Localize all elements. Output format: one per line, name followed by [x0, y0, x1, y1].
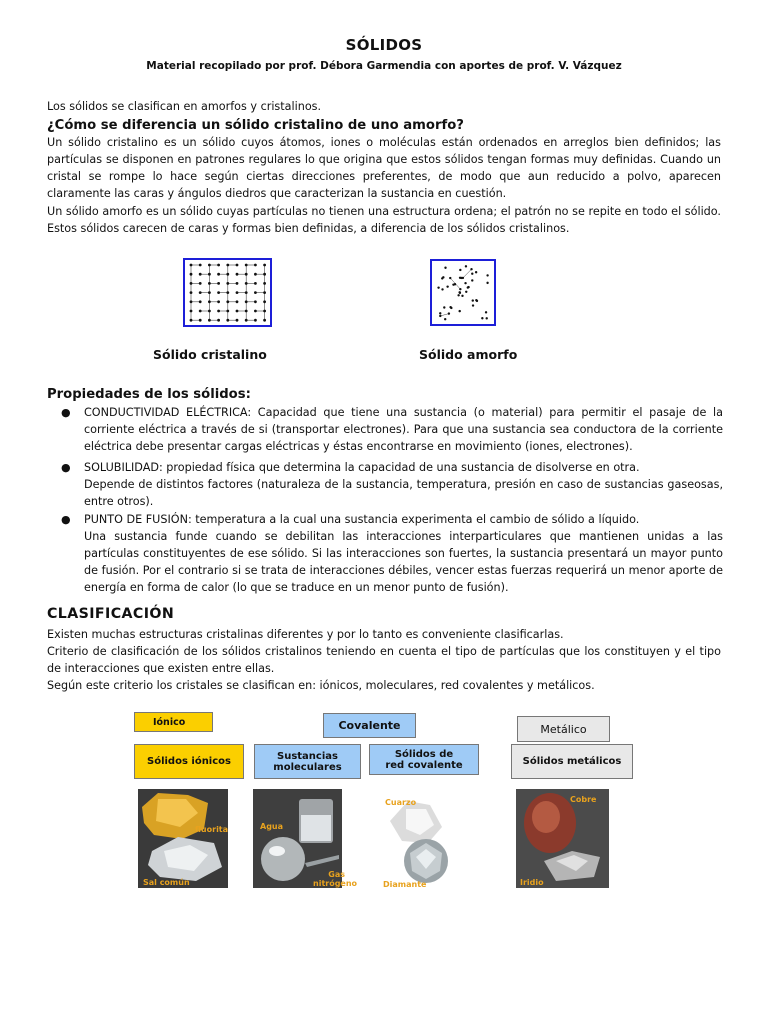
lattice-particle: [236, 273, 239, 276]
amorphous-particle: [448, 312, 450, 314]
lattice-particle: [208, 319, 211, 322]
lattice-particle: [217, 291, 220, 294]
lattice-particle: [245, 282, 248, 285]
amorphous-particle: [471, 279, 473, 281]
amorphous-particle: [461, 295, 463, 297]
lattice-particle: [236, 319, 239, 322]
covalent-category-box: Covalente: [323, 713, 416, 738]
intro-paragraph: Los sólidos se clasifican en amorfos y cristalinos.: [47, 100, 322, 113]
amorphous-definition: Un sólido amorfo es un sólido cuyas partículas no tienen una estructura ordena; el patrón no se repite en todo el sólido. Estos sólidos carecen de caras y formas bien definidas, a diferencia de los sólidos cristalinos.: [47, 205, 721, 235]
lattice-particle: [226, 319, 229, 322]
amorphous-particle: [441, 288, 443, 290]
iridium-label: Iridio: [520, 878, 544, 887]
amorphous-particle: [439, 312, 441, 314]
amorphous-particle: [457, 294, 459, 296]
lattice-particle: [199, 264, 202, 267]
lattice-particle: [226, 264, 229, 267]
amorphous-particle: [458, 310, 460, 312]
lattice-particle: [199, 291, 202, 294]
property-text: SOLUBILIDAD: propiedad física que determina la capacidad de una sustancia de disolverse en otra.: [84, 460, 640, 474]
metallic-category-box: Metálico: [517, 716, 610, 742]
amorphous-particle: [446, 285, 448, 287]
lattice-particle: [226, 310, 229, 313]
lattice-particle: [236, 282, 239, 285]
lattice-particle: [226, 291, 229, 294]
lattice-particle: [199, 273, 202, 276]
lattice-particle: [263, 264, 266, 267]
metallic-solids-box: Sólidos metálicos: [511, 744, 633, 779]
amorphous-particle: [475, 299, 477, 301]
amorphous-particle: [464, 282, 466, 284]
ionic-category-box: Iónico: [134, 712, 213, 732]
property-detail: Depende de distintos factores (naturaleza de la sustancia, temperatura, presión en caso de sustancias gaseosas, entre otros).: [84, 477, 723, 508]
property-conductivity: [47, 405, 723, 456]
properties-list: [47, 405, 723, 597]
lattice-particle: [245, 291, 248, 294]
lattice-particle: [199, 310, 202, 313]
lattice-particle: [217, 319, 220, 322]
lattice-particle: [254, 300, 257, 303]
lattice-particle: [236, 310, 239, 313]
lattice-particle: [245, 300, 248, 303]
amorphous-particle: [486, 317, 488, 319]
lattice-particle: [217, 282, 220, 285]
amorphous-structure-diagram: [430, 259, 496, 326]
lattice-particle: [245, 264, 248, 267]
lattice-particle: [236, 264, 239, 267]
bullet-icon: ●: [61, 406, 71, 419]
amorphous-particle: [459, 269, 461, 271]
lattice-particle: [226, 300, 229, 303]
lattice-particle: [245, 319, 248, 322]
lattice-particle: [190, 300, 193, 303]
amorphous-particle: [444, 267, 446, 269]
lattice-particle: [208, 300, 211, 303]
crystalline-definition: Un sólido cristalino es un sólido cuyos átomos, iones o moléculas están ordenados en arreglos bien definidos; las partículas se disponen en patrones regulares lo que origina que estos sólidos tengan formas muy definidas. Cuando un cristal se rompe lo hace según ciertas direcciones preferentes, de modo que aun reducido a polvo, aparecen claramente las caras y ángulos diedros que caracterizan la sustancia en cuestión.: [47, 136, 721, 200]
amorphous-particle: [475, 271, 477, 273]
lattice-particle: [254, 282, 257, 285]
property-melting-point: [47, 512, 723, 597]
copper-label: Cobre: [570, 795, 597, 804]
lattice-particle: [217, 300, 220, 303]
lattice-particle: [190, 291, 193, 294]
amorphous-particle: [467, 286, 469, 288]
lattice-particle: [245, 273, 248, 276]
amorphous-particle: [460, 277, 462, 279]
question-heading: ¿Cómo se diferencia un sólido cristalino de uno amorfo?: [47, 118, 464, 133]
lattice-particle: [208, 273, 211, 276]
fluorite-label: fluorita: [195, 825, 229, 834]
covalent-network-solids-box: Sólidos de red covalente: [369, 744, 479, 775]
lattice-particle: [263, 291, 266, 294]
property-text: PUNTO DE FUSIÓN: temperatura a la cual una sustancia experimenta el cambio de sólido a líquido.: [84, 513, 640, 527]
lattice-particle: [199, 319, 202, 322]
property-text: CONDUCTIVIDAD ELÉCTRICA: Capacidad que tiene una sustancia (o material) para permitir el pasaje de la corriente eléctrica a través de si (transportar electrones). Para que una sustancia sea conductora de la corriente eléctrica debe presentar cargas eléctricas y éstas encontrarse en movimiento (iones, electrones).: [84, 406, 723, 453]
amorphous-particle: [485, 311, 487, 313]
ionic-crystals-image: [138, 789, 228, 888]
property-detail: Una sustancia funde cuando se debilitan las interacciones interparticulares que mantienen unidas a las partículas constituyentes de ese sólido. Si las interacciones son fuertes, la sustancia presentará un mayor punto de fusión. Por el contrario si se trata de interacciones débiles, vencer estas fuerzas requerirá un menor aporte de energía en forma de calor (lo que se traduce en un menor punto de fusión).: [84, 530, 723, 595]
amorphous-particle: [443, 306, 445, 308]
lattice-particle: [208, 264, 211, 267]
amorphous-particle: [449, 277, 451, 279]
lattice-particle: [190, 310, 193, 313]
amorphous-particle: [486, 282, 488, 284]
bullet-icon: ●: [61, 513, 71, 527]
properties-heading: Propiedades de los sólidos:: [47, 387, 251, 402]
lattice-particle: [217, 273, 220, 276]
lattice-particle: [226, 282, 229, 285]
amorphous-particle: [465, 291, 467, 293]
amorphous-particle: [444, 318, 446, 320]
water-label: Agua: [260, 822, 284, 831]
classification-heading: CLASIFICACIÓN: [47, 606, 175, 622]
amorphous-particle: [439, 315, 441, 317]
lattice-particle: [208, 291, 211, 294]
classification-paragraph-1: Existen muchas estructuras cristalinas diferentes y por lo tanto es conveniente clasificarlas.: [47, 628, 564, 641]
amorphous-particle: [459, 288, 461, 290]
lattice-particle: [217, 310, 220, 313]
lattice-particle: [199, 300, 202, 303]
amorphous-particle: [471, 272, 473, 274]
lattice-particle: [208, 282, 211, 285]
amorphous-particle: [452, 283, 454, 285]
molecular-substances-box: Sustancias moleculares: [254, 744, 361, 779]
amorphous-particle: [437, 286, 439, 288]
lattice-particle: [236, 291, 239, 294]
lattice-particle: [254, 273, 257, 276]
lattice-particle: [254, 264, 257, 267]
ionic-solids-photo: [138, 789, 228, 888]
lattice-particle: [217, 264, 220, 267]
lattice-particle: [190, 282, 193, 285]
amorphous-particle: [481, 317, 483, 319]
lattice-particle: [254, 319, 257, 322]
amorphous-particle: [465, 265, 467, 267]
ionic-solids-box: Sólidos iónicos: [134, 744, 244, 779]
amorphous-particle: [472, 304, 474, 306]
lattice-particle: [190, 264, 193, 267]
crystalline-lattice-diagram: [183, 258, 272, 327]
lattice-particle: [245, 310, 248, 313]
crystalline-label: Sólido cristalino: [153, 347, 267, 362]
common-salt-label: Sal común: [143, 878, 190, 887]
amorphous-particle: [472, 299, 474, 301]
quartz-label: Cuarzo: [385, 798, 417, 807]
diamond-label: Diamante: [383, 880, 427, 889]
amorphous-particle: [449, 306, 451, 308]
bullet-icon: ●: [61, 460, 71, 474]
amorphous-label: Sólido amorfo: [419, 347, 518, 362]
lattice-particle: [236, 300, 239, 303]
classification-paragraph-3: Según este criterio los cristales se clasifican en: iónicos, moleculares, red covalentes y metálicos.: [47, 679, 595, 692]
amorphous-particle: [442, 276, 444, 278]
amorphous-particle: [458, 291, 460, 293]
lattice-particle: [263, 310, 266, 313]
lattice-particle: [263, 282, 266, 285]
lattice-particle: [190, 273, 193, 276]
classification-paragraph-2: Criterio de clasificación de los sólidos cristalinos teniendo en cuenta el tipo de partículas que los constituyen y el tipo de interacciones que existen entre ellas.: [47, 645, 721, 675]
lattice-particle: [190, 319, 193, 322]
lattice-particle: [254, 310, 257, 313]
lattice-particle: [263, 319, 266, 322]
property-solubility: [47, 460, 723, 511]
lattice-particle: [199, 282, 202, 285]
lattice-particle: [263, 300, 266, 303]
amorphous-particle: [470, 268, 472, 270]
nitrogen-gas-label: Gas nitrógeno: [313, 870, 358, 888]
lattice-particle: [208, 310, 211, 313]
page-subtitle: Material recopilado por prof. Débora Garmendia con aportes de prof. V. Vázquez: [146, 60, 622, 72]
lattice-particle: [254, 291, 257, 294]
lattice-particle: [226, 273, 229, 276]
amorphous-particle: [486, 274, 488, 276]
page-title: SÓLIDOS: [345, 36, 423, 54]
lattice-particle: [263, 273, 266, 276]
